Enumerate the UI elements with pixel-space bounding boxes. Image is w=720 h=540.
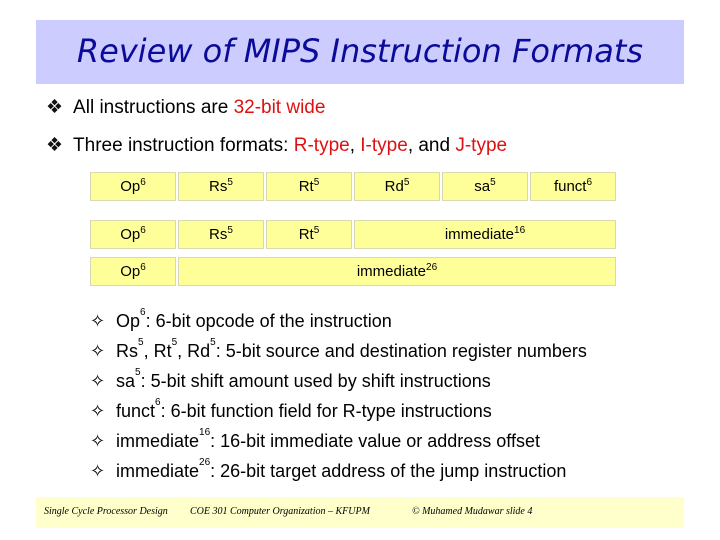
sub-bullet-immediate16: ✧ immediate$^{16}$: 16-bit immediate value or address offset (90, 427, 540, 451)
sub-bullet-registers: ✧ Rs$^5$, Rt$^5$, Rd$^5$: 5-bit source and destination register numbers (90, 337, 587, 361)
star-bullet-icon: ✧ (90, 341, 106, 361)
field-op: Op$^6$ (90, 220, 176, 249)
field-op: Op$^6$ (90, 257, 176, 286)
star-bullet-icon: ✧ (90, 371, 106, 391)
bullet-formats: ❖ Three instruction formats: R-type, I-type, and J-type (46, 135, 508, 156)
field-rs: Rs$^5$ (178, 220, 264, 249)
sub-bullet-sa: ✧ $sa^5$: 5-bit shift amount used by shift instructions (90, 367, 491, 391)
footer-topic: Single Cycle Processor Design (44, 506, 168, 517)
star-bullet-icon: ✧ (90, 311, 106, 331)
diamond-bullet-icon: ❖ (46, 135, 64, 156)
title-banner (36, 20, 684, 84)
field-sa: $sa^5$ (442, 172, 528, 201)
sub-bullet-op: ✧ Op$^6$: 6-bit opcode of the instruction (90, 307, 392, 331)
slide-footer (36, 497, 684, 528)
slide-title: Review of MIPS Instruction Formats (76, 32, 644, 70)
star-bullet-icon: ✧ (90, 461, 106, 481)
star-bullet-icon: ✧ (90, 401, 106, 421)
field-rd: Rd$^5$ (354, 172, 440, 201)
sub-bullet-immediate26: ✧ immediate$^{26}$: 26-bit target address of the jump instruction (90, 457, 567, 481)
field-op: Op$^6$ (90, 172, 176, 201)
field-funct: funct$^6$ (530, 172, 616, 201)
diamond-bullet-icon: ❖ (46, 97, 64, 118)
star-bullet-icon: ✧ (90, 431, 106, 451)
field-rt: Rt$^5$ (266, 172, 352, 201)
bullet-width: ❖ All instructions are 32-bit wide (46, 97, 326, 118)
field-immediate16: immediate$^{16}$ (354, 220, 616, 249)
field-rs: Rs$^5$ (178, 172, 264, 201)
footer-copyright: © Muhamed Mudawar slide 4 (412, 506, 533, 517)
sub-bullet-funct: ✧ funct$^6$: 6-bit function field for R-type instructions (90, 397, 492, 421)
field-rt: Rt$^5$ (266, 220, 352, 249)
footer-course: COE 301 Computer Organization – KFUPM (190, 506, 370, 517)
field-immediate26: immediate$^{26}$ (178, 257, 616, 286)
